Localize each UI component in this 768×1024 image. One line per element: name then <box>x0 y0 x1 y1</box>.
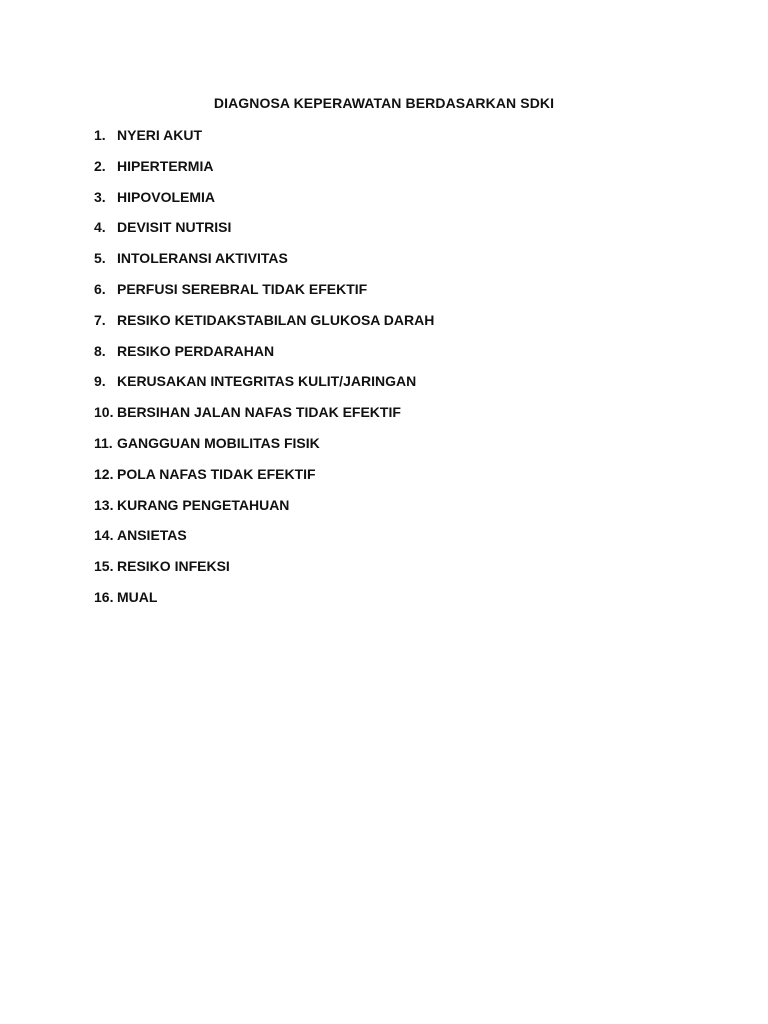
list-item-number: 11. <box>94 434 113 451</box>
list-item <box>94 218 434 249</box>
list-item-text: KURANG PENGETAHUAN <box>117 496 290 513</box>
list-item-text: DEVISIT NUTRISI <box>117 219 232 236</box>
list-item-number: 2. <box>94 157 106 174</box>
list-item-text: PERFUSI SEREBRAL TIDAK EFEKTIF <box>117 280 368 297</box>
list-item-number: 9. <box>94 373 106 390</box>
list-item <box>94 311 434 342</box>
list-item <box>94 526 434 557</box>
list-item-text: KERUSAKAN INTEGRITAS KULIT/JARINGAN <box>117 373 417 390</box>
list-item <box>94 249 434 280</box>
list-item-number: 1. <box>94 127 106 143</box>
list-item-text: MUAL <box>117 588 158 605</box>
list-item-text: RESIKO KETIDAKSTABILAN GLUKOSA DARAH <box>117 311 435 328</box>
diagnosis-list <box>94 126 434 619</box>
list-item-number: 14. <box>94 527 114 544</box>
list-item-number: 12. <box>94 465 114 482</box>
list-item-text: ANSIETAS <box>117 527 187 544</box>
list-item-text: POLA NAFAS TIDAK EFEKTIF <box>117 465 316 482</box>
list-item-number: 6. <box>94 280 106 297</box>
list-item-text: GANGGUAN MOBILITAS FISIK <box>117 434 320 451</box>
list-item-number: 8. <box>94 342 106 359</box>
list-item-number: 15. <box>94 558 114 575</box>
list-item-text: HIPERTERMIA <box>117 157 214 174</box>
list-item-number: 4. <box>94 219 106 236</box>
list-item <box>94 157 434 188</box>
list-item-number: 5. <box>94 250 106 267</box>
list-item <box>94 188 434 219</box>
list-item <box>94 588 434 619</box>
list-item <box>94 342 434 373</box>
list-item-text: NYERI AKUT <box>117 127 203 143</box>
list-item <box>94 434 434 465</box>
list-item <box>94 557 434 588</box>
list-item <box>94 280 434 311</box>
list-item-number: 10. <box>94 404 114 421</box>
list-item <box>94 403 434 434</box>
list-item-number: 16. <box>94 588 114 605</box>
document-title: DIAGNOSA KEPERAWATAN BERDASARKAN SDKI <box>213 95 555 111</box>
list-item <box>94 126 434 157</box>
list-item-text: INTOLERANSI AKTIVITAS <box>117 250 288 267</box>
list-item-text: RESIKO INFEKSI <box>117 558 230 575</box>
list-item <box>94 372 434 403</box>
list-item-number: 13. <box>94 496 114 513</box>
list-item-number: 7. <box>94 311 106 328</box>
list-item-number: 3. <box>94 188 106 205</box>
list-item-text: BERSIHAN JALAN NAFAS TIDAK EFEKTIF <box>117 404 401 421</box>
list-item <box>94 496 434 527</box>
list-item-text: HIPOVOLEMIA <box>117 188 216 205</box>
list-item <box>94 465 434 496</box>
list-item-text: RESIKO PERDARAHAN <box>117 342 275 359</box>
